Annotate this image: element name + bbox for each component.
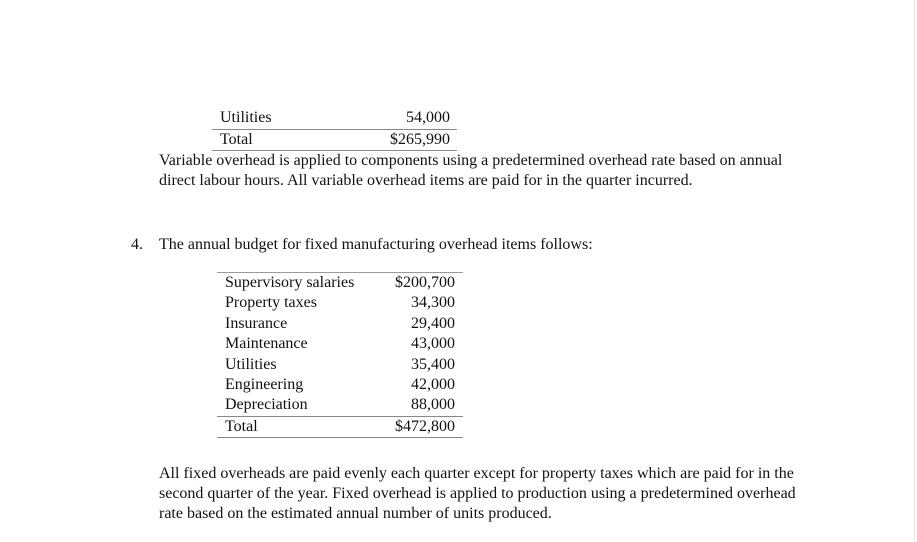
row-label: Maintenance: [225, 335, 308, 353]
variable-overhead-table-tail: [212, 108, 457, 151]
row-value: 35,400: [411, 355, 455, 373]
row-value: $200,700: [395, 274, 455, 291]
table-row: [217, 293, 463, 313]
table-row: [217, 375, 463, 395]
row-label: Utilities: [225, 355, 277, 373]
row-value: 29,400: [411, 314, 455, 332]
table-row: [217, 314, 463, 334]
table-row: [217, 355, 463, 375]
row-label: Supervisory salaries: [225, 274, 355, 291]
table-row: [217, 334, 463, 354]
variable-overhead-paragraph: Variable overhead is applied to components using a predetermined overhead rate based on annual direct labour hours. All variable overhead items are paid for in the quarter incurred.: [159, 152, 783, 189]
row-label: Utilities: [220, 109, 272, 126]
table-row: [212, 108, 457, 129]
total-row: [212, 129, 457, 151]
list-number: 4.: [131, 236, 143, 253]
total-value: $472,800: [395, 417, 455, 435]
row-value: 42,000: [411, 375, 455, 393]
row-label: Engineering: [225, 375, 304, 393]
row-value: 34,300: [411, 294, 455, 312]
row-value: 54,000: [406, 109, 450, 126]
row-value: 88,000: [411, 396, 455, 414]
table-row: [217, 395, 463, 416]
table-row: [217, 273, 463, 293]
row-value: 43,000: [411, 335, 455, 353]
total-label: Total: [220, 131, 253, 148]
fixed-overhead-table: [217, 272, 463, 438]
total-label: Total: [225, 417, 258, 435]
total-row: [217, 417, 463, 438]
row-label: Property taxes: [225, 294, 317, 312]
page-edge-line: [914, 0, 915, 542]
fixed-overhead-paragraph: All fixed overheads are paid evenly each quarter except for property taxes which are paid for in the second quarter of the year. Fixed overhead is applied to production using a predetermined overhead rate based on the estimated annual number of units produced.: [159, 465, 796, 522]
row-label: Insurance: [225, 314, 288, 332]
list-item-text: The annual budget for fixed manufacturing overhead items follows:: [159, 236, 593, 253]
total-value: $265,990: [390, 131, 450, 148]
row-label: Depreciation: [225, 396, 308, 414]
